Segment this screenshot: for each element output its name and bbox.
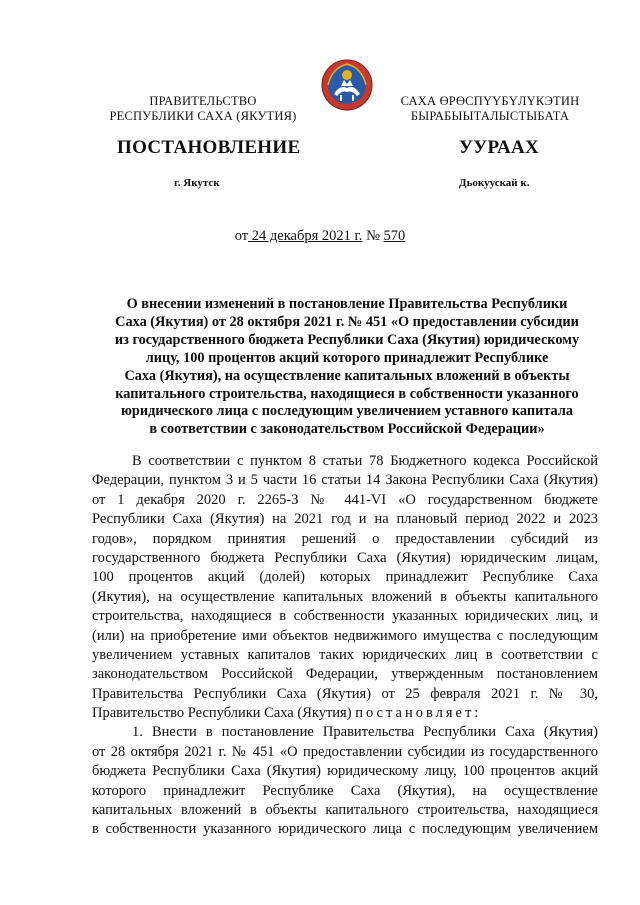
body-line: от 1 декабря 2020 г. 2265-З № 441-VI «О государственном бюджете <box>92 491 598 508</box>
body-line: В соответствии с пунктом 8 статьи 78 Бюджетного кодекса Российской <box>132 453 598 469</box>
body-line: 100 процентов акций (долей) которых принадлежит Республике Саха <box>92 569 598 586</box>
enacting-prefix: Правительство Республики Саха (Якутия) <box>92 705 356 722</box>
body-line <box>92 704 598 723</box>
doc-type-russian: ПОСТАНОВЛЕНИЕ <box>117 137 301 158</box>
body-line: законодательством Российской Федерации, утвержденным постановлением <box>92 666 598 683</box>
date-and-number <box>0 228 640 245</box>
body-line: Правительства Республики Саха (Якутия) от 25 февраля 2021 г. № 30, <box>92 685 598 702</box>
body-line: строительства, находящиеся в собственности указанных юридических лиц, и <box>92 608 598 625</box>
title-line: Саха (Якутия), на осуществление капитальных вложений в объекты <box>124 367 570 384</box>
body-line: Федерации, пунктом 3 и 5 части 16 статьи 14 Закона Республики Саха (Якутия) <box>92 472 598 489</box>
header-left <box>88 94 318 124</box>
header-left-line-2: РЕСПУБЛИКИ САХА (ЯКУТИЯ) <box>109 109 297 123</box>
emblem-icon <box>320 58 374 112</box>
city-yakut: Дьокуускай к. <box>459 177 530 189</box>
title-line: Саха (Якутия) от 28 октября 2021 г. № 451 «О предоставлении субсидии <box>115 313 579 330</box>
header-left-line-1: ПРАВИТЕЛЬСТВО <box>149 94 257 108</box>
enacting-word: постановляет: <box>355 705 482 722</box>
title-line: О внесении изменений в постановление Правительства Республики <box>126 296 568 312</box>
body-line: 1. Внести в постановление Правительства Республики Саха (Якутия) <box>132 724 598 741</box>
body-line: от 28 октября 2021 г. № 451 «О предоставлении субсидии из государственного <box>92 743 598 760</box>
body-line: в собственности указанного юридического лица с последующим увеличением <box>92 821 598 838</box>
city-russian: г. Якутск <box>174 177 220 189</box>
title-line: лицу, 100 процентов акций которого принадлежит Республике <box>145 349 549 366</box>
header-right-line-2: БЫРАБЫЫТАЛЫСТЫБАТА <box>410 109 570 123</box>
number-label: № <box>362 228 384 244</box>
doc-type-yakut: УУРААХ <box>459 137 540 158</box>
document-body <box>92 452 598 840</box>
body-line: годов», порядком принятия решений о предоставлении субсидий из <box>92 530 598 547</box>
body-line: государственного бюджета Республики Саха (Якутия) юридическим лицам, <box>92 549 598 566</box>
document-date: 24 декабря 2021 г. <box>248 228 363 244</box>
body-line: (Якутия), на осуществление капитальных вложений в объекты капитального <box>92 588 598 605</box>
header-right <box>375 94 605 124</box>
body-line: увеличением уставных капиталов таких юридических лиц в соответствии с <box>92 646 598 663</box>
body-line: (или) на приобретение ими объектов недвижимого имущества с последующим <box>92 627 598 644</box>
title-line: капитального строительства, находящиеся в собственности указанного <box>115 385 579 402</box>
date-prefix: от <box>234 228 249 244</box>
body-line: капитальных вложений в объекты капитального строительства, находящиеся <box>92 802 598 819</box>
document-number: 570 <box>383 228 406 244</box>
title-line: юридического лица с последующим увеличением уставного капитала <box>120 403 574 420</box>
document-title <box>88 296 606 439</box>
body-line: которого принадлежит Республике Саха (Якутия), на осуществление <box>92 782 598 799</box>
body-line: бюджета Республики Саха (Якутия) юридическому лицу, 100 процентов акций <box>92 763 598 780</box>
header-right-line-1: САХА ӨРӨСПҮҮБҮЛҮКЭТИН <box>400 94 580 108</box>
body-line: Республики Саха (Якутия) на 2021 год и на плановый период 2022 и 2023 <box>92 511 598 528</box>
title-line: из государственного бюджета Республики Саха (Якутия) юридическому <box>114 331 580 348</box>
title-line: в соответствии с законодательством Российской Федерации» <box>149 421 545 438</box>
